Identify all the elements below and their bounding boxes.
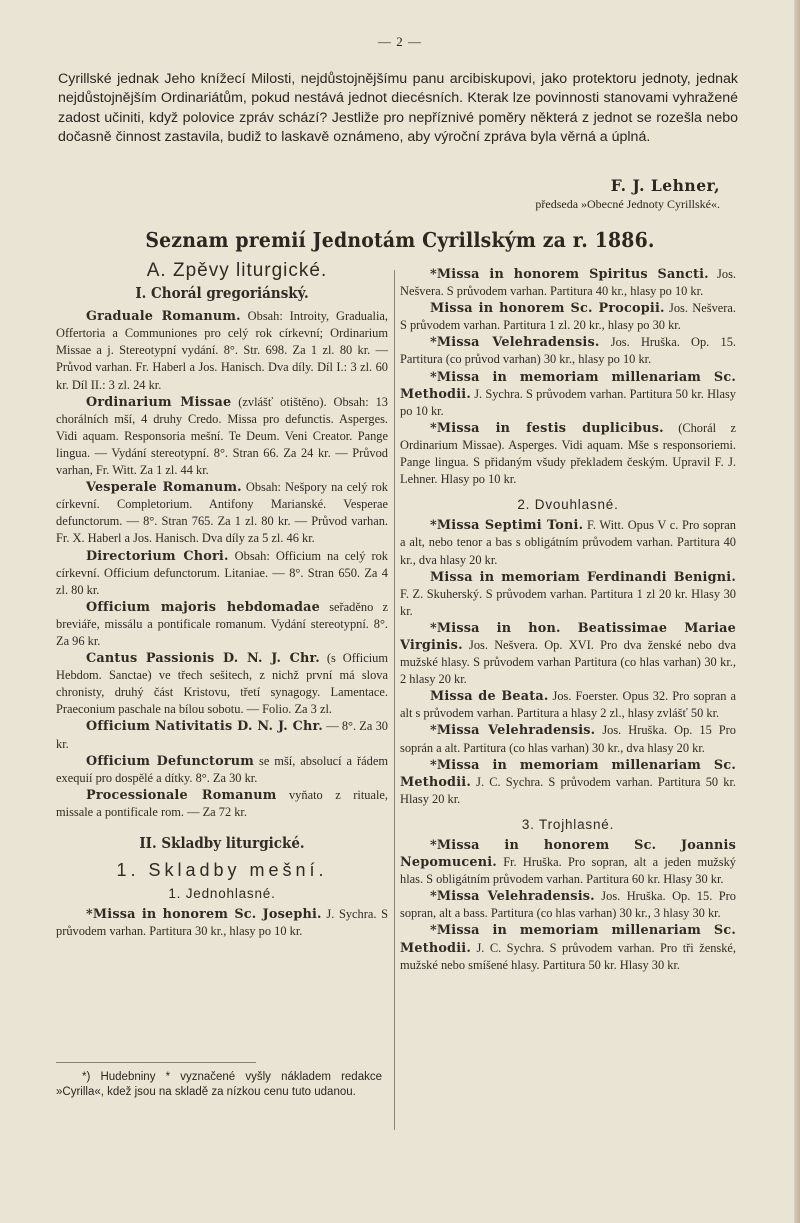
item-desc: — 8°. Za 30 kr. [56, 719, 388, 751]
section-ii-heading: II. Skladby liturgické. [139, 834, 305, 852]
item-desc: J. Sychra. S průvodem varhan. Partitura 30 kr., hlasy po 10 kr. [56, 907, 388, 939]
section-1-heading: 1. Skladby mešní. [116, 860, 328, 881]
item-title: Missa in memoriam Ferdinandi Benigni. [430, 569, 736, 585]
list-item [400, 922, 736, 973]
item-title: Missa de Beata. [430, 689, 549, 705]
item-title: Vesperale Romanum. [86, 480, 242, 496]
item-desc: Obsah: Introity, Gradualia, Offertoria a Communiones pro celý rok církevní; Ordinarium Missae a j. Stereotypní vydání. 8°. Str. 698. Za 1 zl. 80 kr. — Průvod varhan. Fr. Haberl a Jos. Hanisch. Dva díly. Díl I.: 3 zl. 60 kr. Díl II.: 3 zl. 24 kr. [56, 309, 388, 392]
item-desc: F. Z. Skuherský. S průvodem varhan. Partitura 1 zl 20 kr. Hlasy 30 kr. [400, 586, 736, 618]
item-desc: J. C. Sychra. S průvodem varhan. Pro tři ženské, mužské nebo smíšené hlasy. Partitura 50 kr. Hlasy 30 kr. [400, 940, 736, 972]
item-desc: Obsah: Officium na celý rok církevní. Officium defunctorum. Litaniae. — 8°. Stran 650. Za 4 zl. 80 kr. [56, 548, 388, 597]
item-title: Officium Defunctorum [86, 753, 255, 769]
item-desc: (s Officium Hebdom. Sanctae) ve třech sešitech, z nichž první má slova chronisty, druhý část Kristovu, třetí synagogy. Lamentace. Praeconium paschale na bílou sobotu. — Folio. Za 3 zl. [56, 651, 388, 717]
item-desc: Jos. Hruška. Op. 15. Partitura (co průvod varhan) 30 kr., hlasy po 10 kr. [400, 335, 736, 367]
list-item [400, 757, 736, 808]
list-item [400, 837, 736, 888]
item-desc: se mší, absolucí a řádem exequií pro dospělé a dítky. 8°. Za 30 kr. [56, 753, 388, 785]
list-title: Seznam premií Jednotám Cyrillským za r. 1886. [145, 228, 655, 252]
item-title: Missa in honorem Sc. Procopii. [430, 301, 665, 317]
item-desc: Jos. Hruška. Op. 15. Pro sopran, alt a bass. Partitura (co hlas varhan) 30 kr., 3 hlasy 30 kr. [400, 889, 736, 921]
list-item [400, 334, 736, 368]
item-title: *Missa in honorem Sc. Josephi. [86, 907, 322, 923]
item-title: *Missa Septimi Toni. [430, 518, 584, 534]
section-a-heading: A. Zpěvy liturgické. [146, 260, 328, 281]
list-item [400, 300, 736, 334]
signature [420, 176, 720, 212]
section-i-heading: I. Chorál gregoriánský. [135, 284, 309, 303]
item-title: *Missa in hon. Beatissimae Mariae Virginis. [400, 620, 736, 653]
item-title: Officium Nativitatis D. N. J. Chr. [86, 719, 323, 735]
subsection-3-heading: 3. Trojhlasné. [521, 816, 615, 832]
item-desc: Jos. Nešvera. S průvodem varhan. Partitura 40 kr., hlasy po 10 kr. [400, 267, 736, 299]
column-divider [394, 270, 395, 1130]
item-title: *Missa Velehradensis. [430, 889, 595, 905]
right-column [400, 266, 736, 974]
footnote-divider [56, 1062, 256, 1063]
list-item [56, 479, 388, 547]
item-desc: Obsah: Nešpory na celý rok církevní. Completorium. Antifony Marianské. Vesperae defunctorum. — 8°. Stran 765. Za 1 zl. 80 kr. — Průvod varhan. Fr. X. Haberl a Jos. Hanisch. Dva díly za 5 zl. 46 kr. [56, 480, 389, 546]
page-edge [794, 0, 800, 1223]
item-title: Cantus Passionis D. N. J. Chr. [86, 651, 320, 667]
item-title: Graduale Romanum. [86, 309, 241, 325]
item-desc: Jos. Nešvera. S průvodem varhan. Partitura 1 zl. 20 kr., hlasy po 30 kr. [400, 301, 736, 333]
left-column [56, 262, 388, 940]
list-item [56, 308, 388, 393]
item-desc: (zvlášť otištěno). Obsah: 13 chorálních mší, 4 druhy Credo. Missa pro defunctis. Asperges. Vidi aquam. Responsoria mešní. Te Deum. Veni Creator. Pange lingua. — Vydání stereotypní. 8°. Stran 66. Za 24 kr. — Průvod varhan, Fr. Witt. Za 1 zl. 44 kr. [56, 394, 388, 478]
subsection-1-heading: 1. Jednohlasné. [168, 886, 276, 902]
item-desc: J. C. Sychra. S průvodem varhan. Partitura 50 kr. Hlasy 20 kr. [400, 774, 736, 806]
item-title: *Missa in festis duplicibus. [430, 420, 664, 436]
item-title: Ordinarium Missae [86, 394, 232, 410]
list-item [400, 620, 736, 688]
list-item [400, 688, 736, 722]
list-item [400, 420, 736, 488]
list-item [400, 888, 736, 922]
intro-paragraph: Cyrillské jednak Jeho knížecí Milosti, nejdůstojnějšímu panu arcibiskupovi, jako protektoru jednoty, jednak nejdůstojnějším Ordinariátům, pokud nestává jednot diecésních. Kterak lze povinnosti stanovami vyhražené zadost učiniti, když polovice zpráv schází? Jestliže pro nepříznivé poměry některá z jednot se rozešla nebo dočasně činnost zastavila, budiž to laskavě oznámeno, aby výroční zpráva byla věrná a úplná. [58, 71, 738, 146]
item-title: *Missa in honorem Sc. Joannis Nepomuceni. [400, 838, 736, 871]
list-item [56, 753, 388, 787]
item-title: *Missa Velehradensis. [430, 335, 600, 351]
page-number: — 2 — [378, 34, 422, 49]
subsection-2-heading: 2. Dvouhlasné. [517, 497, 619, 513]
list-item [56, 394, 388, 479]
list-item [400, 369, 736, 420]
item-desc: vyňato z rituale, missale a pontificale rom. — Za 72 kr. [56, 787, 388, 819]
item-desc: seřaděno z breviáře, missálu a pontificale romanum. Vydání stereotypní. 8°. Za 96 kr. [56, 599, 388, 648]
list-item [400, 722, 736, 756]
item-title: *Missa in memoriam millenariam Sc. Methodii. [400, 369, 736, 402]
item-title: Directorium Chori. [86, 548, 229, 564]
signature-name: F. J. Lehner, [610, 176, 720, 195]
item-title: *Missa in honorem Spiritus Sancti. [430, 267, 709, 282]
footnote: *) Hudebniny * vyznačené vyšly nákladem redakce »Cyrilla«, kdež jsou na skladě za nízkou cenu tuto udanou. [56, 1071, 382, 1098]
list-item [56, 718, 388, 752]
item-desc: Jos. Hruška. Op. 15 Pro soprán a alt. Partitura (co hlas varhan) 30 kr., dva hlasy 20 kr. [400, 723, 737, 755]
list-item [56, 787, 388, 821]
list-item [56, 650, 388, 718]
item-title: *Missa in memoriam millenariam Sc. Methodii. [400, 757, 736, 790]
list-item [56, 599, 388, 650]
item-title: *Missa in memoriam millenariam Sc. Methodii. [400, 923, 736, 956]
item-desc: Jos. Foerster. Opus 32. Pro sopran a alt s průvodem varhan. Partitura a hlasy 2 zl., hlasy zvlášť 50 kr. [400, 689, 737, 721]
list-item [56, 548, 388, 599]
list-item [56, 906, 388, 940]
item-desc: Fr. Hruška. Pro sopran, alt a jeden mužský hlas. S obligátním průvodem varhan. Partitura 60 kr. Hlasy 30 kr. [400, 855, 736, 887]
list-item [400, 517, 736, 568]
list-item [400, 266, 736, 300]
list-item [400, 569, 736, 620]
signature-role: předseda »Obecné Jednoty Cyrillské«. [535, 197, 720, 211]
item-desc: Jos. Nešvera. Op. XVI. Pro dva ženské nebo dva mužské hlasy. S průvodem varhan Partitura (co hlas varhan) 30 kr., 2 hlasy 20 kr. [400, 637, 736, 687]
item-title: Officium majoris hebdomadae [86, 599, 320, 615]
item-desc: J. Sychra. S průvodem varhan. Partitura 50 kr. Hlasy po 10 kr. [400, 386, 736, 418]
item-title: Processionale Romanum [86, 787, 277, 803]
item-desc: (Chorál z Ordinarium Missae). Asperges. Vidi aquam. Mše s responsoriemi. Pange lingua. S přidaným všudy překladem českým. Upravil F. J. Lehner. Hlasy po 10 kr. [400, 420, 736, 487]
item-desc: F. Witt. Opus V c. Pro sopran a alt, nebo tenor a bas s obligátním průvodem varhan. Partitura 40 kr., dva hlasy 20 kr. [400, 518, 737, 567]
item-title: *Missa Velehradensis. [430, 723, 596, 739]
